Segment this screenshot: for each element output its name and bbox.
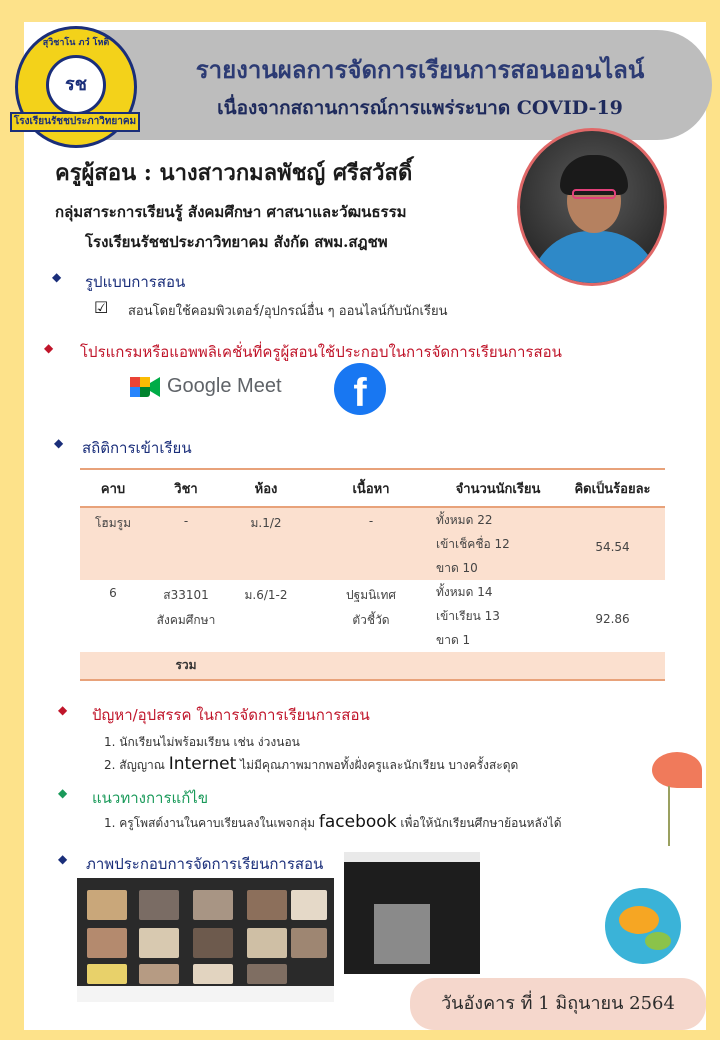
video-tile [139,928,179,958]
teacher-subject-group: กลุ่มสาระการเรียนรู้ สังคมศึกษา ศาสนาและวัฒนธรรม [55,203,407,221]
seal-motto: สุวิชาโน ภวํ โหติ [42,38,110,48]
table-header-row [80,469,665,507]
browser-bar [344,852,480,862]
cell-empty [436,652,560,680]
solution-keyword: facebook [318,812,397,832]
report-title: รายงานผลการจัดการเรียนการสอนออนไลน์ [195,55,645,84]
column-header-student-count: จำนวนนักเรียน [436,469,560,507]
photo-glasses [572,189,616,199]
meeting-screenshot [77,878,334,1002]
cell-room: ม.6/1-2 [244,588,288,602]
column-header-period: คาบ [80,469,146,507]
problem-item [104,733,300,752]
google-meet-label: Google Meet [167,375,282,397]
google-meet-icon [130,373,160,401]
diamond-bullet-icon: ◆ [58,852,68,866]
attendance-table [80,468,665,681]
problems-heading: ปัญหา/อุปสรรค ในการจัดการเรียนการสอน [92,706,370,724]
subject-name: สังคมศึกษา [156,613,216,627]
total-label: รวม [146,652,226,680]
cell-empty [226,652,306,680]
post-image [374,904,430,964]
teaching-mode-heading: รูปแบบการสอน [85,273,186,291]
report-date: วันอังคาร ที่ 1 มิถุนายน 2564 [410,978,706,1030]
video-tile [247,928,287,958]
content-line: ตัวชี้วัด [352,613,390,627]
teacher-photo [517,128,667,286]
video-tile [87,928,127,958]
count-total: ทั้งหมด 22 [436,513,493,527]
cell-empty [80,652,146,680]
count-absent: ขาด 10 [436,561,478,575]
cell-period: โฮมรูม [80,507,146,580]
problem-text: 2. สัญญาณ [104,758,169,772]
video-tile [247,964,287,984]
table-row [80,580,665,652]
cell-subject [146,580,226,652]
gallery-heading: ภาพประกอบการจัดการเรียนการสอน [86,855,324,873]
solution-text: เพื่อให้นักเรียนศึกษาย้อนหลังได้ [396,816,562,830]
video-tile [291,928,327,958]
diamond-bullet-icon: ◆ [58,786,68,800]
teaching-mode-item: สอนโดยใช้คอมพิวเตอร์/อุปกรณ์อื่น ๆ ออนไลน์กับนักเรียน [128,304,448,319]
diamond-bullet-icon: ◆ [44,341,54,355]
cell-content: - [306,507,436,580]
count-total: ทั้งหมด 14 [436,585,493,599]
cell-empty [306,652,436,680]
count-present: เข้าเรียน 13 [436,609,500,623]
seal-emblem: รช [46,55,106,115]
globe-travel-icon [605,888,681,964]
diamond-bullet-icon: ◆ [52,270,62,284]
content-line: ปฐมนิเทศ [346,588,396,602]
report-subtitle: เนื่องจากสถานการณ์การแพร่ระบาด COVID-19 [217,97,623,119]
diamond-bullet-icon: ◆ [54,436,64,450]
video-tile [193,890,233,920]
count-absent: ขาด 1 [436,633,471,647]
flower-decoration-icon [652,752,702,788]
checkbox-icon: ☑ [94,298,109,317]
diamond-bullet-icon: ◆ [58,703,68,717]
video-tile [247,890,287,920]
column-header-room: ห้อง [226,469,306,507]
cell-percent: 54.54 [560,507,665,580]
cell-subject: - [146,507,226,580]
problem-text: 1. นักเรียนไม่พร้อมเรียน เช่น ง่วงนอน [104,735,300,749]
subject-code: ส33101 [163,588,209,602]
table-total-row [80,652,665,680]
cell-percent: 92.86 [595,612,630,626]
cell-student-count [436,507,560,580]
video-tile [193,964,233,984]
column-header-subject: วิชา [146,469,226,507]
table-row [80,507,665,580]
attendance-heading: สถิติการเข้าเรียน [82,439,192,457]
cell-room: ม.1/2 [226,507,306,580]
problem-keyword: Internet [168,754,237,774]
column-header-percent: คิดเป็นร้อยละ [560,469,665,507]
solution-text: 1. ครูโพสต์งานในคาบเรียนลงในเพจกลุ่ม [104,816,319,830]
cell-empty [560,652,665,680]
apps-heading: โปรแกรมหรือแอพพลิเคชั่นที่ครูผู้สอนใช้ประกอบในการจัดการเรียนการสอน [80,343,562,361]
meeting-toolbar [77,986,334,1002]
facebook-icon: f [334,363,386,415]
cell-period: 6 [109,586,117,600]
teacher-name: ครูผู้สอน : นางสาวกมลพัชญ์ ศรีสวัสดิ์ [55,160,413,186]
globe-land [619,906,659,934]
flower-stem [668,786,670,846]
solutions-heading: แนวทางการแก้ไข [92,789,209,807]
teacher-school: โรงเรียนรัชชประภาวิทยาคม สังกัด สพม.สฎชพ [85,233,388,251]
facebook-group-screenshot [344,852,480,974]
globe-land [645,932,671,950]
video-tile [291,890,327,920]
cell-content [306,580,436,652]
cell-student-count [436,580,560,652]
problem-item [104,754,518,775]
video-tile [87,964,127,984]
video-tile [87,890,127,920]
video-tile [193,928,233,958]
solution-item [104,812,562,833]
video-tile [139,964,179,984]
seal-ribbon: โรงเรียนรัชชประภาวิทยาคม [10,112,140,132]
video-tile [139,890,179,920]
problem-text: ไม่มีคุณภาพมากพอทั้งฝั่งครูและนักเรียน บางครั้งสะดุด [236,758,519,772]
count-present: เข้าเช็คชื่อ 12 [436,537,510,551]
column-header-content: เนื้อหา [306,469,436,507]
photo-shirt [530,231,660,286]
